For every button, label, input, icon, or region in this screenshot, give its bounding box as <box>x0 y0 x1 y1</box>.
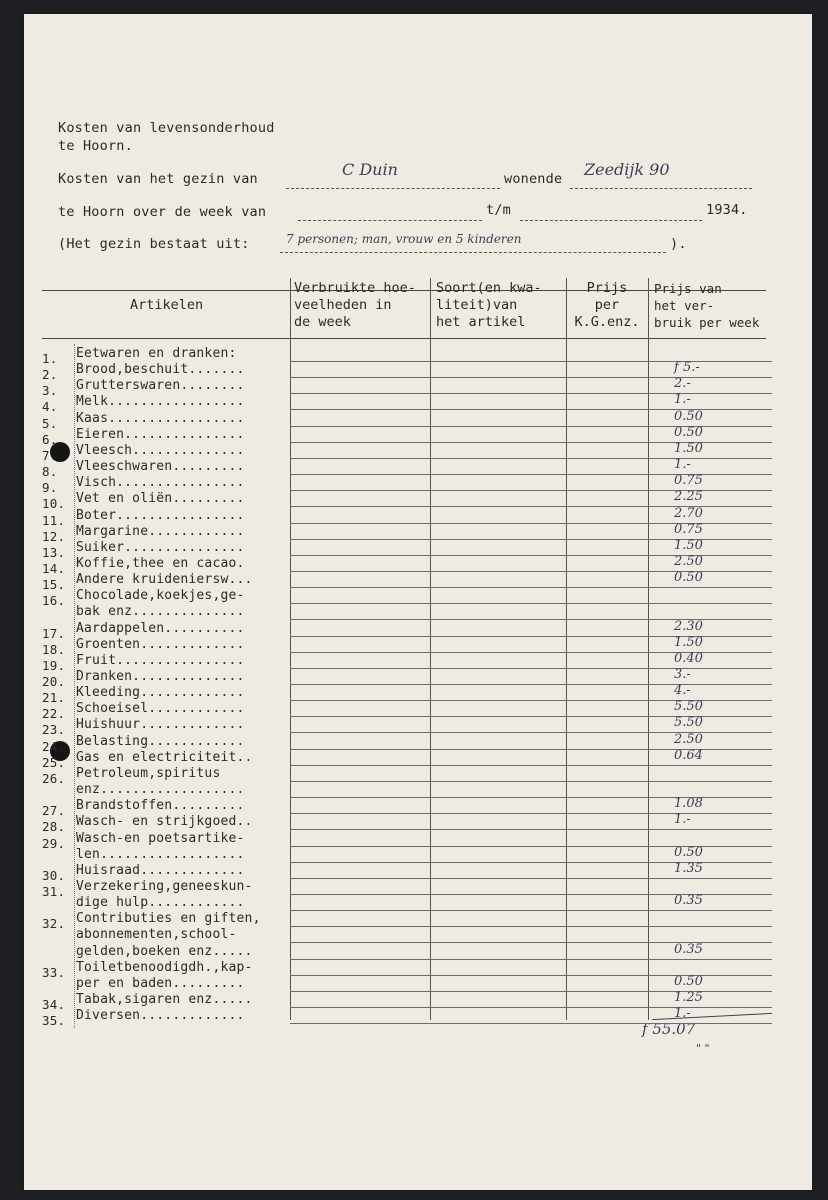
row-number: 33. <box>42 964 66 980</box>
column-header-prijs-per: Prijs per K.G.enz. <box>574 280 640 330</box>
row-value-handwritten: 0.50 <box>674 973 703 989</box>
row-label: Vet en oliën......... <box>76 491 245 507</box>
row-value-handwritten: 1.- <box>674 1006 691 1022</box>
row-number: 7. <box>42 447 58 463</box>
column-header-soort: Soort(en kwa- liteit)van het artikel <box>436 280 542 330</box>
wonende-label: wonende <box>504 171 563 187</box>
column-divider <box>566 278 567 1020</box>
row-label: Eieren............... <box>76 426 245 442</box>
row-label: Schoeisel............ <box>76 701 245 717</box>
row-label: Brandstoffen......... <box>76 798 245 814</box>
row-value-handwritten: 1.50 <box>674 440 703 456</box>
row-label: Suiker............... <box>76 539 245 555</box>
week-to-line <box>520 220 702 221</box>
row-label: Tabak,sigaren enz..... <box>76 992 253 1007</box>
address-handwritten: Zeedijk 90 <box>584 160 670 179</box>
week-from-line <box>298 220 482 221</box>
row-label: Dranken.............. <box>76 669 245 684</box>
address-line <box>570 188 752 189</box>
row-number: 10. <box>42 496 66 512</box>
row-number: 34. <box>42 997 66 1012</box>
row-number: 8. <box>42 464 58 480</box>
row-label: Koffie,thee en cacao. <box>76 555 245 571</box>
row-label: Vleeschwaren......... <box>76 459 245 475</box>
row-rule <box>290 393 772 394</box>
row-value-handwritten: 0.50 <box>674 408 703 424</box>
row-value-handwritten: 3.- <box>674 667 691 682</box>
row-label: Wasch- en strijkgoed.. <box>76 814 253 830</box>
row-label: Belasting............ <box>76 733 245 749</box>
row-number: 15. <box>42 577 66 593</box>
row-value-handwritten: 5.50 <box>674 715 703 731</box>
row-number: 2. <box>42 367 58 383</box>
row-number: 13. <box>42 544 66 560</box>
row-label: Huisraad............. <box>76 862 245 878</box>
row-label: Contributies en giften, <box>76 911 261 927</box>
row-label: bak enz.............. <box>76 604 245 620</box>
row-rule <box>290 458 772 459</box>
row-number: 30. <box>42 867 66 883</box>
row-number: 17. <box>42 625 66 641</box>
row-number: 28. <box>42 819 66 835</box>
row-number: 3. <box>42 383 58 399</box>
column-header-prijs-verbruik: Prijs van het ver- bruik per week <box>654 281 760 330</box>
row-label: Gas en electriciteit.. <box>76 749 253 765</box>
row-value-handwritten: 0.75 <box>674 473 703 489</box>
row-value-handwritten: 0.40 <box>674 650 703 666</box>
row-number: 1. <box>42 351 58 366</box>
document-sheet <box>24 14 812 1190</box>
row-rule <box>290 1007 772 1008</box>
column-divider <box>290 278 291 1020</box>
row-number: 32. <box>42 916 66 932</box>
row-number: 14. <box>42 560 66 576</box>
row-label: Verzekering,geneeskun- <box>76 878 253 894</box>
row-value-handwritten: 1.50 <box>674 634 703 650</box>
gezin-handwritten: 7 personen; man, vrouw en 5 kinderen <box>286 232 522 246</box>
week-label: te Hoorn over de week van <box>58 204 267 220</box>
row-value-handwritten: 5.50 <box>674 699 703 715</box>
row-label: Wasch-en poetsartike- <box>76 830 245 846</box>
row-value-handwritten: 4.- <box>674 683 691 699</box>
row-label: Brood,beschuit....... <box>76 362 245 378</box>
family-name-handwritten: C Duin <box>342 160 398 179</box>
row-number: 18. <box>42 641 66 657</box>
row-label: abonnementen,school- <box>76 927 237 943</box>
row-number: 11. <box>42 512 66 528</box>
row-value-handwritten: 1.- <box>674 457 691 473</box>
gezin-close: ). <box>670 236 687 252</box>
row-rule <box>290 603 772 604</box>
row-number: 23. <box>42 722 66 738</box>
row-number: 9. <box>42 480 58 496</box>
row-value-handwritten: 0.35 <box>674 941 703 957</box>
row-label: Visch................ <box>76 475 245 491</box>
row-label: per en baden......... <box>76 975 245 991</box>
row-label: Kaas................. <box>76 410 245 426</box>
row-rule <box>290 959 772 960</box>
row-value-handwritten: 2.25 <box>674 489 703 505</box>
row-label: Toiletbenoodigdh.,kap- <box>76 959 253 975</box>
row-value-handwritten: 0.50 <box>674 570 703 586</box>
row-label: dige hulp............ <box>76 895 245 911</box>
column-divider <box>648 278 649 1020</box>
row-rule <box>290 668 772 669</box>
row-rule <box>290 684 772 685</box>
row-rule <box>290 878 772 879</box>
row-rule <box>290 377 772 378</box>
row-number: 12. <box>42 528 66 544</box>
row-label: Melk................. <box>76 394 245 410</box>
row-value-handwritten: 0.50 <box>674 424 703 440</box>
row-number: 19. <box>42 657 66 673</box>
row-value-handwritten: 1.35 <box>674 860 703 876</box>
row-rule <box>290 813 772 814</box>
row-rule <box>290 829 772 830</box>
row-value-handwritten: 1.- <box>674 812 691 828</box>
row-value-handwritten: 2.50 <box>674 731 703 747</box>
row-rule <box>290 781 772 782</box>
row-label: Kleeding............. <box>76 685 245 701</box>
table-header-rule <box>42 338 766 339</box>
row-number: 27. <box>42 803 66 819</box>
row-rule <box>290 587 772 588</box>
row-label: enz.................. <box>76 782 245 798</box>
row-value-handwritten: 2.- <box>674 376 691 392</box>
row-label: gelden,boeken enz..... <box>76 943 253 959</box>
row-label: Eetwaren en dranken: <box>76 346 237 361</box>
row-value-handwritten: 2.50 <box>674 553 703 569</box>
row-number: 5. <box>42 415 58 431</box>
row-rule <box>290 1023 772 1024</box>
row-label: Boter................ <box>76 507 245 523</box>
row-number: 24. <box>42 738 66 754</box>
row-label: Aardappelen.......... <box>76 620 245 636</box>
row-number: 25. <box>42 754 66 770</box>
column-header-artikelen: Artikelen <box>130 297 204 313</box>
row-value-handwritten: f 5.- <box>674 360 700 376</box>
row-label: Margarine............ <box>76 523 245 539</box>
row-label: Huishuur............. <box>76 717 245 733</box>
row-number: 31. <box>42 883 66 899</box>
row-number: 29. <box>42 835 66 851</box>
heading-line-1: Kosten van levensonderhoud <box>58 120 275 136</box>
gezin-line <box>280 252 666 253</box>
row-number: 16. <box>42 593 66 609</box>
total-ditto-marks: " " <box>696 1042 710 1055</box>
row-label: Andere kruideniersw... <box>76 572 253 588</box>
column-divider <box>430 278 431 1020</box>
row-number: 20. <box>42 674 66 689</box>
row-value-handwritten: 2.70 <box>674 505 703 521</box>
row-value-handwritten: 2.30 <box>674 618 703 634</box>
row-value-handwritten: 0.64 <box>674 747 703 763</box>
row-label: Chocolade,koekjes,ge- <box>76 588 245 604</box>
tm-label: t/m <box>486 202 511 218</box>
row-number: 22. <box>42 706 66 722</box>
number-margin-line <box>74 344 75 1028</box>
row-value-handwritten: 0.75 <box>674 521 703 537</box>
family-label: Kosten van het gezin van <box>58 171 258 187</box>
row-value-handwritten: 0.35 <box>674 893 703 909</box>
column-header-hoeveelheden: Verbruikte hoe- veelheden in de week <box>294 280 416 330</box>
row-value-handwritten: 1.50 <box>674 537 703 553</box>
row-value-handwritten: 0.50 <box>674 844 703 860</box>
total-handwritten: f 55.07 <box>642 1020 696 1038</box>
row-label: Grutterswaren........ <box>76 378 245 394</box>
row-label: Fruit................ <box>76 652 245 668</box>
heading-line-2: te Hoorn. <box>58 138 133 154</box>
gezin-label: (Het gezin bestaat uit: <box>58 236 250 252</box>
row-value-handwritten: 1.25 <box>674 990 703 1005</box>
year-text: 1934. <box>706 202 748 218</box>
family-name-line <box>286 188 500 189</box>
row-rule <box>290 926 772 927</box>
row-number: 26. <box>42 770 66 786</box>
row-number: 6. <box>42 431 58 447</box>
row-label: Petroleum,spiritus <box>76 765 221 781</box>
row-label: Groenten............. <box>76 636 245 652</box>
row-label: len.................. <box>76 846 245 862</box>
row-number: 35. <box>42 1013 66 1029</box>
row-label: Diversen............. <box>76 1008 245 1024</box>
row-number: 4. <box>42 399 58 415</box>
row-rule <box>290 910 772 911</box>
row-value-handwritten: 1.- <box>674 392 691 408</box>
row-label: Vleesch.............. <box>76 442 245 458</box>
row-value-handwritten: 1.08 <box>674 796 703 812</box>
row-rule <box>290 765 772 766</box>
row-number: 21. <box>42 690 66 706</box>
